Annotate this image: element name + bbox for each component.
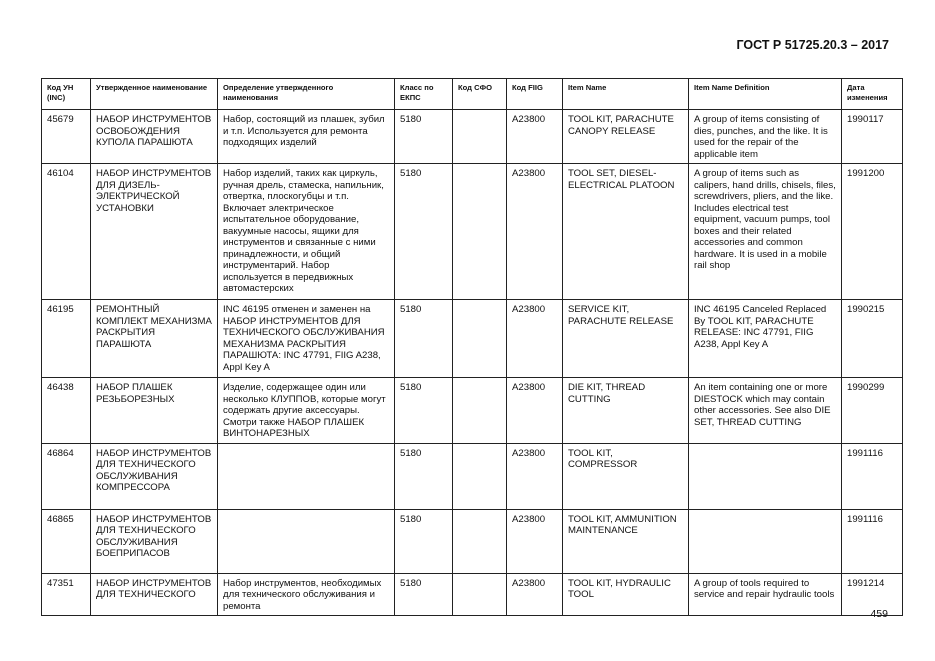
column-header-inc: Код УН (INC) (42, 79, 91, 110)
cell-sfo-code (453, 573, 507, 616)
cell-sfo-code (453, 378, 507, 444)
cell-name-definition: Набор инструментов, необходимых для технического обслуживания и ремонта (218, 573, 395, 616)
cell-change-date: 1991116 (842, 509, 903, 573)
cell-name-definition: Изделие, содержащее один или несколько КЛУППОВ, которые могут содержать другие аксессуары. Смотри также НАБОР ПЛАШЕК ВИНТОНАРЕЗНЫХ (218, 378, 395, 444)
table-row (42, 110, 903, 164)
cell-sfo-code (453, 110, 507, 164)
cell-sfo-code (453, 443, 507, 509)
cell-inc: 46864 (42, 443, 91, 509)
cell-item-name: DIE KIT, THREAD CUTTING (563, 378, 689, 444)
cell-item-name: TOOL KIT, PARACHUTE CANOPY RELEASE (563, 110, 689, 164)
cell-inc: 46438 (42, 378, 91, 444)
cell-inc: 46104 (42, 164, 91, 300)
cell-class: 5180 (395, 573, 453, 616)
cell-fiig-code: A23800 (507, 110, 563, 164)
cell-name-definition: INC 46195 отменен и заменен на НАБОР ИНСТРУМЕНТОВ ДЛЯ ТЕХНИЧЕСКОГО ОБСЛУЖИВАНИЯ МЕХАНИЗМА РАСКРЫТИЯ ПАРАШЮТА: INC 47791, FIIG A238, Appl Key A (218, 300, 395, 378)
cell-change-date: 1990215 (842, 300, 903, 378)
cell-item-name-definition (689, 509, 842, 573)
cell-class: 5180 (395, 300, 453, 378)
column-header-fiig-code: Код FIIG (507, 79, 563, 110)
cell-item-name: SERVICE KIT, PARACHUTE RELEASE (563, 300, 689, 378)
table-row (42, 443, 903, 509)
column-header-class: Класс по ЕКПС (395, 79, 453, 110)
column-header-item-name-definition: Item Name Definition (689, 79, 842, 110)
cell-fiig-code: A23800 (507, 443, 563, 509)
cell-sfo-code (453, 164, 507, 300)
cell-approved-name: НАБОР ИНСТРУМЕНТОВ ДЛЯ ТЕХНИЧЕСКОГО (91, 573, 218, 616)
cell-change-date: 1990117 (842, 110, 903, 164)
cell-sfo-code (453, 300, 507, 378)
cell-item-name: TOOL KIT, COMPRESSOR (563, 443, 689, 509)
cell-inc: 47351 (42, 573, 91, 616)
cell-item-name-definition (689, 443, 842, 509)
column-header-approved-name: Утвержденное наименование (91, 79, 218, 110)
cell-fiig-code: A23800 (507, 300, 563, 378)
cell-fiig-code: A23800 (507, 573, 563, 616)
column-header-name-definition: Определение утвержденного наименования (218, 79, 395, 110)
cell-class: 5180 (395, 164, 453, 300)
cell-approved-name: НАБОР ИНСТРУМЕНТОВ ДЛЯ ТЕХНИЧЕСКОГО ОБСЛУЖИВАНИЯ КОМПРЕССОРА (91, 443, 218, 509)
table-row (42, 378, 903, 444)
cell-item-name-definition: INC 46195 Canceled Replaced By TOOL KIT, PARACHUTE RELEASE: INC 47791, FIIG A238, Appl Key A (689, 300, 842, 378)
catalog-table (41, 78, 903, 616)
cell-class: 5180 (395, 443, 453, 509)
cell-class: 5180 (395, 509, 453, 573)
cell-change-date: 1991200 (842, 164, 903, 300)
cell-approved-name: НАБОР ПЛАШЕК РЕЗЬБОРЕЗНЫХ (91, 378, 218, 444)
cell-approved-name: НАБОР ИНСТРУМЕНТОВ ДЛЯ ТЕХНИЧЕСКОГО ОБСЛУЖИВАНИЯ БОЕПРИПАСОВ (91, 509, 218, 573)
cell-change-date: 1991116 (842, 443, 903, 509)
table-row (42, 164, 903, 300)
cell-inc: 46195 (42, 300, 91, 378)
cell-item-name-definition: A group of items consisting of dies, punches, and the like. It is used for the repair of the applicable item (689, 110, 842, 164)
cell-name-definition: Набор изделий, таких как циркуль, ручная дрель, стамеска, напильник, отвертка, плоскогубцы и т.п. Включает электрическое испытательное оборудование, вакуумные насосы, ящики для инструментов и связанные с ними принадлежности, и общий инструментарий. Набор используется в передвижных автомастерских (218, 164, 395, 300)
cell-class: 5180 (395, 110, 453, 164)
cell-sfo-code (453, 509, 507, 573)
table-row (42, 573, 903, 616)
column-header-change-date: Дата изменения (842, 79, 903, 110)
column-header-item-name: Item Name (563, 79, 689, 110)
cell-change-date: 1990299 (842, 378, 903, 444)
cell-class: 5180 (395, 378, 453, 444)
table-row (42, 509, 903, 573)
cell-item-name: TOOL KIT, HYDRAULIC TOOL (563, 573, 689, 616)
cell-inc: 45679 (42, 110, 91, 164)
cell-fiig-code: A23800 (507, 378, 563, 444)
cell-item-name-definition: An item containing one or more DIESTOCK which may contain other accessories. See also DIE SET, THREAD CUTTING (689, 378, 842, 444)
cell-item-name-definition: A group of tools required to service and repair hydraulic tools (689, 573, 842, 616)
cell-item-name: TOOL KIT, AMMUNITION MAINTENANCE (563, 509, 689, 573)
cell-approved-name: РЕМОНТНЫЙ КОМПЛЕКТ МЕХАНИЗМА РАСКРЫТИЯ ПАРАШЮТА (91, 300, 218, 378)
table-header-row (42, 79, 903, 110)
cell-fiig-code: A23800 (507, 164, 563, 300)
cell-approved-name: НАБОР ИНСТРУМЕНТОВ ОСВОБОЖДЕНИЯ КУПОЛА ПАРАШЮТА (91, 110, 218, 164)
cell-fiig-code: A23800 (507, 509, 563, 573)
cell-name-definition: Набор, состоящий из плашек, зубил и т.п. Используется для ремонта подходящих изделий (218, 110, 395, 164)
document-standard-header: ГОСТ Р 51725.20.3 – 2017 (736, 38, 889, 52)
cell-item-name: TOOL SET, DIESEL-ELECTRICAL PLATOON (563, 164, 689, 300)
cell-inc: 46865 (42, 509, 91, 573)
table-row (42, 300, 903, 378)
cell-name-definition (218, 443, 395, 509)
column-header-sfo-code: Код СФО (453, 79, 507, 110)
cell-change-date: 1991214 (842, 573, 903, 616)
cell-approved-name: НАБОР ИНСТРУМЕНТОВ ДЛЯ ДИЗЕЛЬ-ЭЛЕКТРИЧЕСКОЙ УСТАНОВКИ (91, 164, 218, 300)
cell-item-name-definition: A group of items such as calipers, hand drills, chisels, files, screwdrivers, pliers, and the like. Includes electrical test equipment, vacuum pumps, tool boxes and their related accessories and common hardware. It is used in a mobile rail shop (689, 164, 842, 300)
page-number: 459 (870, 608, 888, 620)
cell-name-definition (218, 509, 395, 573)
